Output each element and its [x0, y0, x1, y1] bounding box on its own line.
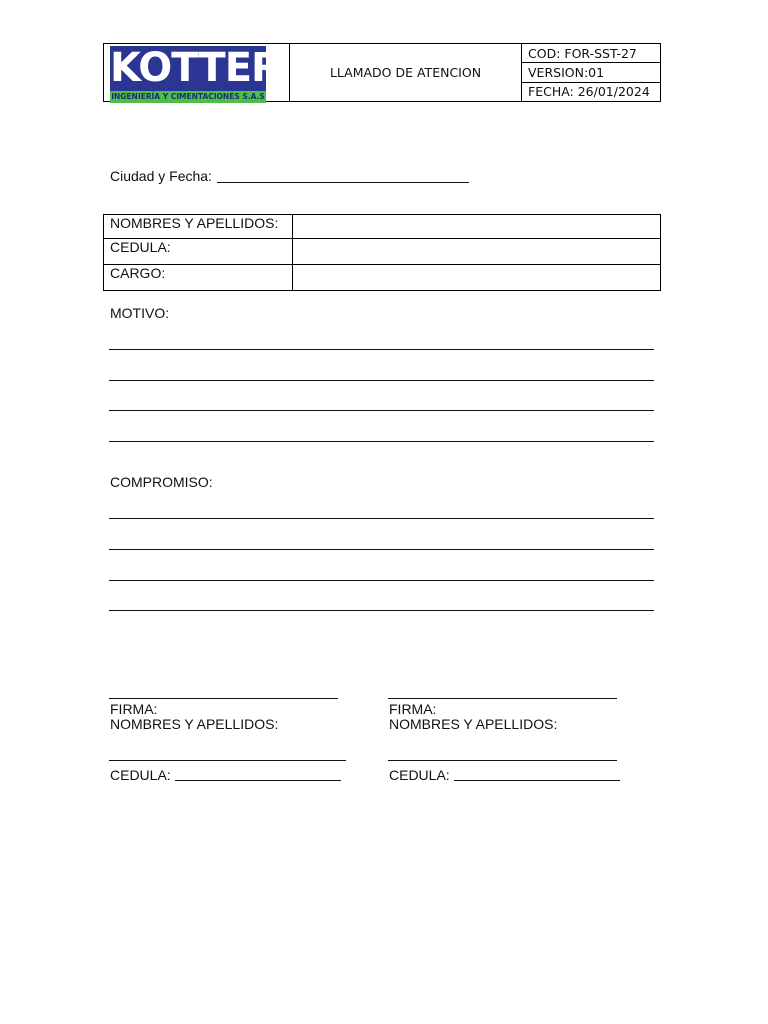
motivo-line[interactable] — [109, 441, 654, 442]
employee-info-table — [103, 214, 661, 291]
cedula-label-right: CEDULA: — [389, 767, 450, 783]
compromiso-line[interactable] — [109, 549, 654, 550]
city-date-line[interactable] — [217, 182, 469, 183]
cedula-line-left[interactable] — [175, 780, 341, 781]
document-date: FECHA: 26/01/2024 — [528, 84, 650, 99]
signature-line-right[interactable] — [388, 698, 617, 699]
document-header — [103, 43, 661, 102]
names-line-left[interactable] — [109, 760, 346, 761]
firma-label-right: FIRMA: — [389, 701, 437, 717]
names-label-right: NOMBRES Y APELLIDOS: — [389, 716, 558, 732]
cedula-label-left: CEDULA: — [110, 767, 171, 783]
table-row — [104, 215, 661, 239]
id-label: CEDULA: — [104, 239, 293, 265]
city-date-label: Ciudad y Fecha: — [110, 168, 212, 184]
motivo-line[interactable] — [109, 349, 654, 350]
id-value[interactable] — [293, 239, 661, 265]
names-label-left: NOMBRES Y APELLIDOS: — [110, 716, 279, 732]
company-logo — [110, 45, 281, 101]
names-line-right[interactable] — [388, 760, 617, 761]
logo-wordmark: KOTTER — [110, 45, 281, 91]
names-label: NOMBRES Y APELLIDOS: — [104, 215, 293, 239]
motivo-line[interactable] — [109, 410, 654, 411]
compromiso-line[interactable] — [109, 518, 654, 519]
motivo-line[interactable] — [109, 380, 654, 381]
table-row — [104, 239, 661, 265]
document-code: COD: FOR-SST-27 — [522, 44, 660, 63]
logo-tagline: INGENIERÍA Y CIMENTACIONES S.A.S — [111, 92, 265, 101]
compromiso-label: COMPROMISO: — [110, 474, 213, 490]
position-value[interactable] — [293, 265, 661, 291]
signature-line-left[interactable] — [109, 698, 338, 699]
table-row — [104, 265, 661, 291]
firma-label-left: FIRMA: — [110, 701, 158, 717]
position-label: CARGO: — [104, 265, 293, 291]
notice-title: LLAMADO DE ATENCION — [329, 65, 482, 80]
names-value[interactable] — [293, 215, 661, 239]
compromiso-line[interactable] — [109, 610, 654, 611]
document-version: VERSION:01 — [522, 63, 660, 83]
compromiso-line[interactable] — [109, 580, 654, 581]
cedula-line-right[interactable] — [454, 780, 620, 781]
motivo-label: MOTIVO: — [110, 305, 170, 321]
